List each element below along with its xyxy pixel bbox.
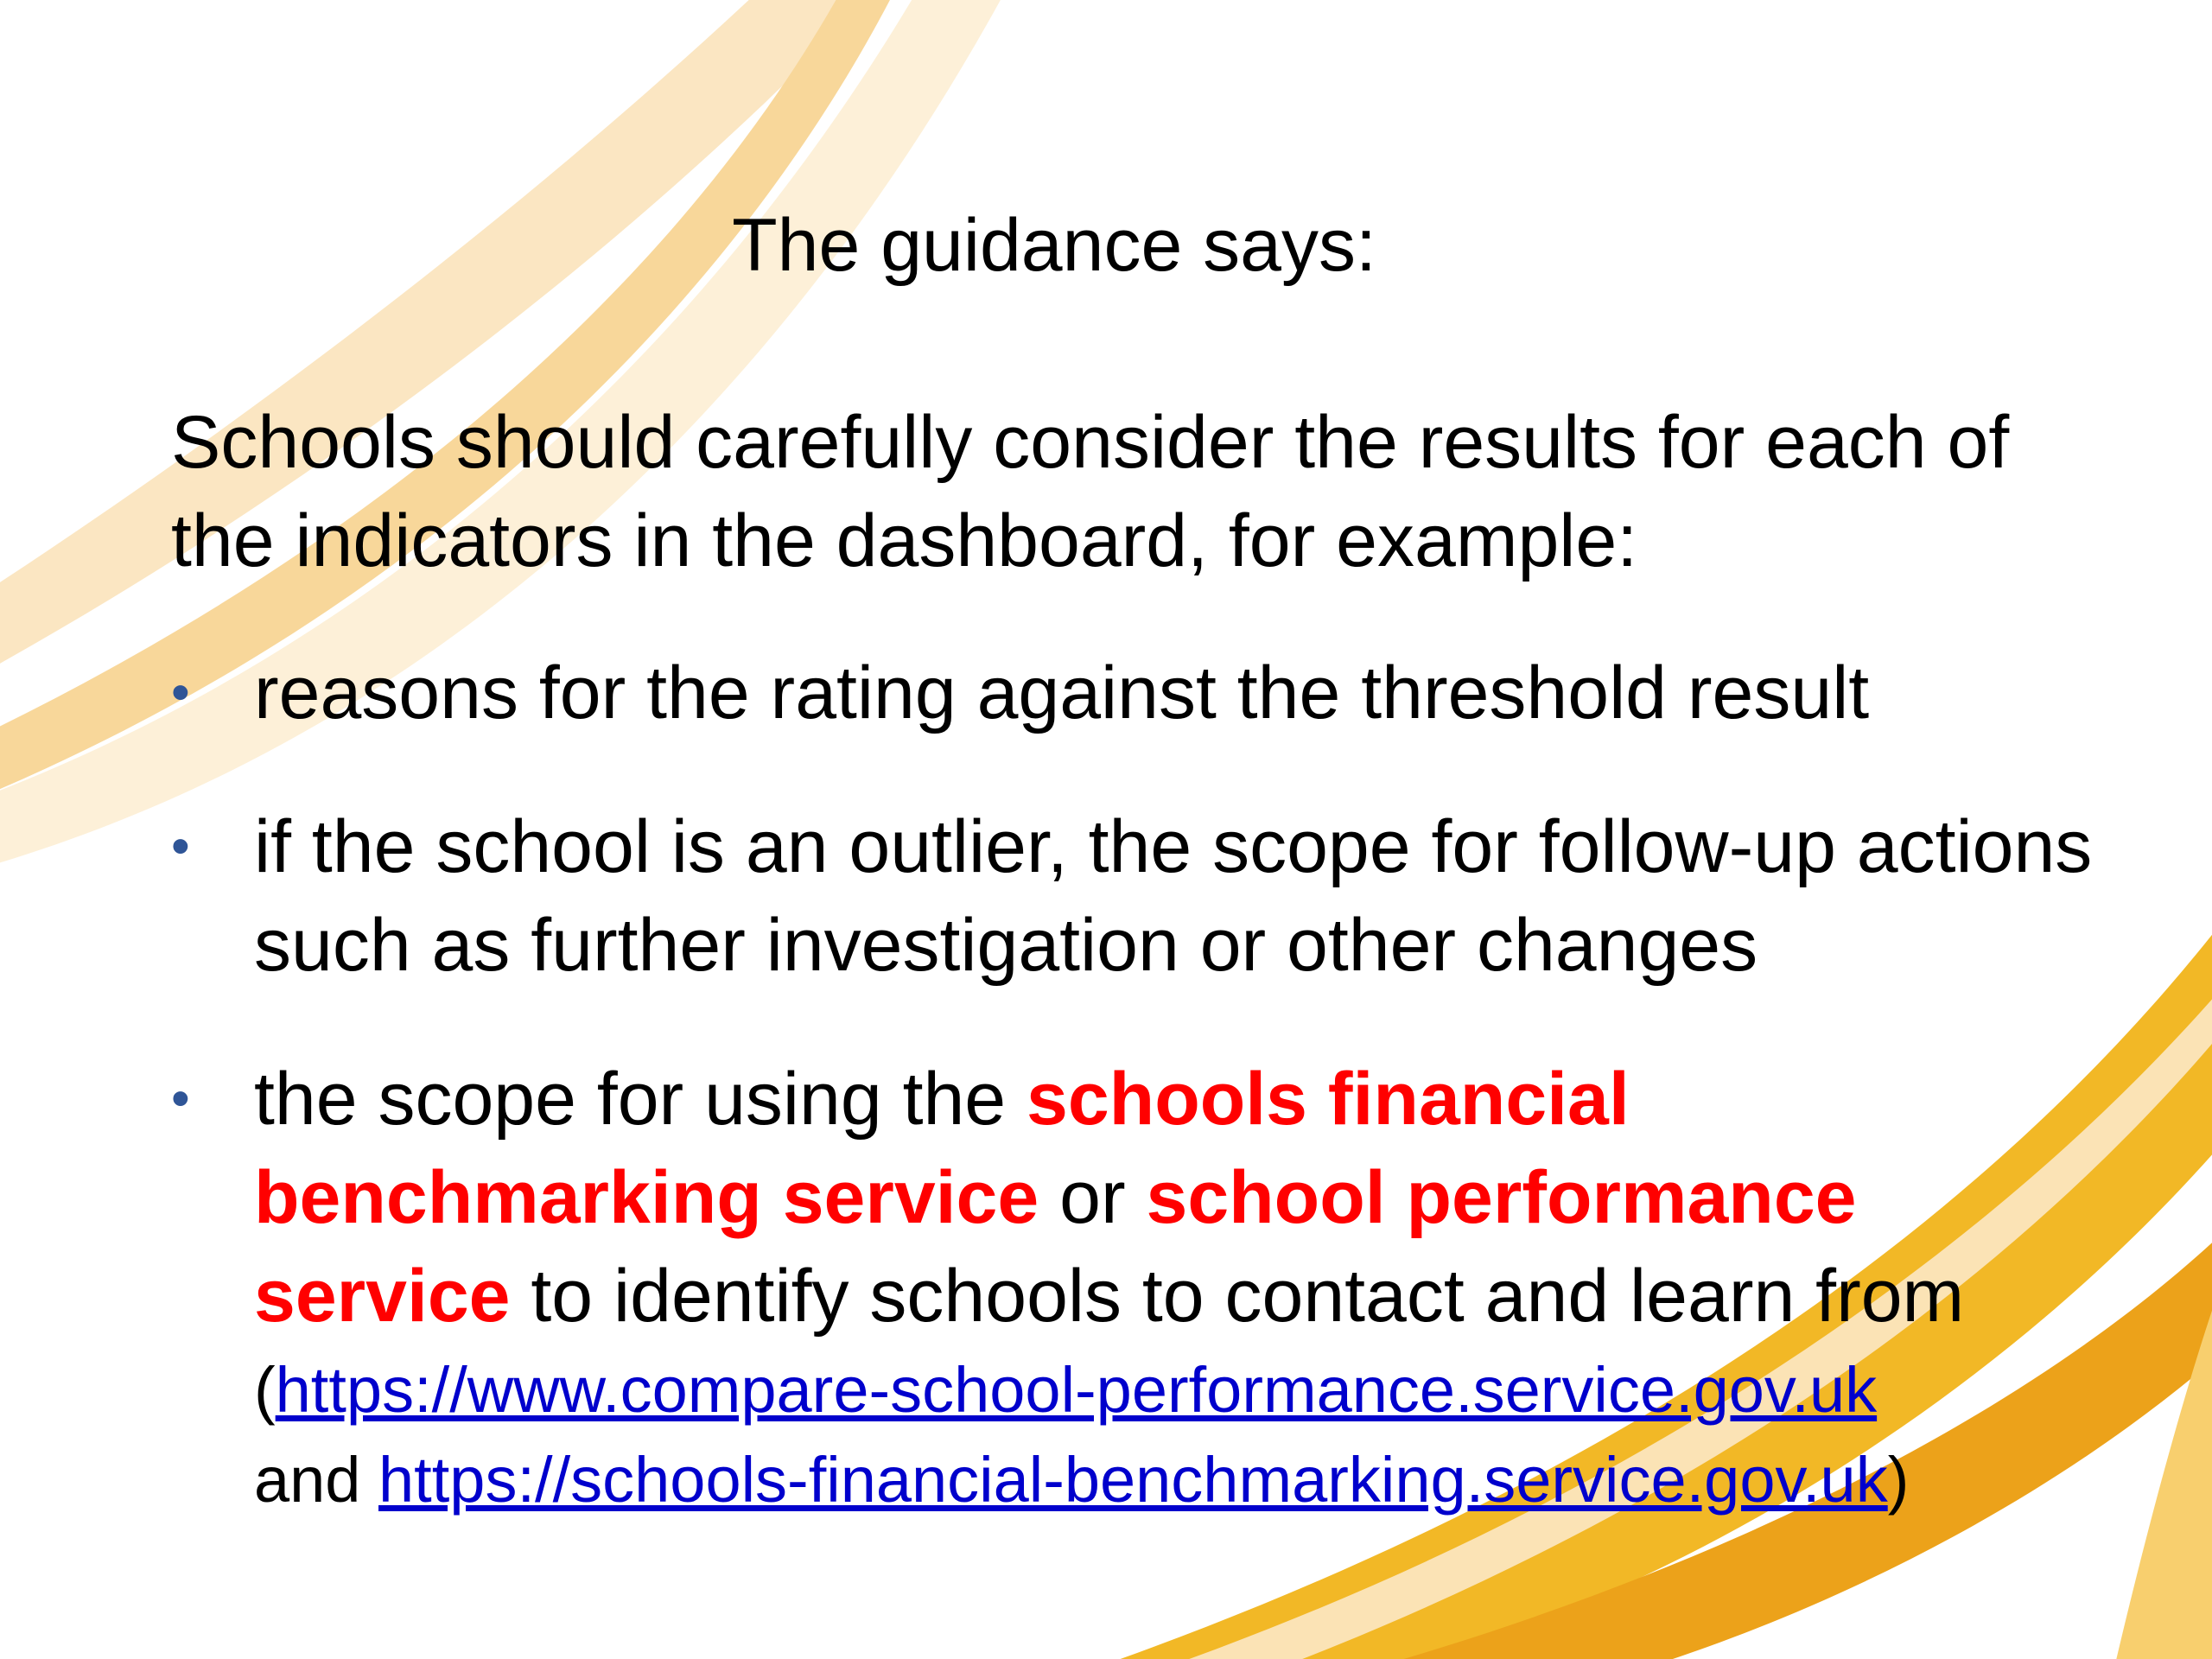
bullet-item-benchmarking [171, 1050, 2107, 1525]
highlight-performance-service: school performance service [254, 1156, 1857, 1338]
bullet-text-suffix: to identify schools to contact and learn from [510, 1255, 1965, 1338]
bullet-dot-icon: • [171, 663, 190, 722]
bullet-text-or: or [1039, 1156, 1147, 1239]
bullet-text-prefix: the scope for using the [254, 1058, 1027, 1141]
bullet-item-rating [171, 644, 2107, 742]
link-schools-financial-benchmarking[interactable]: https://schools-financial-benchmarking.service.gov.uk [378, 1444, 1888, 1516]
bullet-list [171, 644, 2107, 1525]
bullet-text: reasons for the rating against the threshold result [254, 652, 1870, 734]
intro-paragraph: Schools should carefully consider the results for each of the indicators in the dashboard, for example: [171, 401, 2010, 582]
links-line-2 [254, 1435, 2107, 1525]
open-paren: ( [254, 1354, 276, 1426]
bullet-dot-icon: • [171, 817, 190, 876]
links-line-1 [254, 1345, 2107, 1435]
bullet-text: if the school is an outlier, the scope for follow-up actions such as further investigation or other changes [254, 805, 2093, 987]
highlight-benchmarking-service: schools financial benchmarking service [254, 1058, 1630, 1239]
close-paren: ) [1887, 1444, 1910, 1516]
link-compare-school-performance[interactable]: https://www.compare-school-performance.service.gov.uk [275, 1354, 1878, 1426]
and-text: and [254, 1444, 379, 1516]
bullet-item-outlier [171, 798, 2107, 995]
bullet-dot-icon: • [171, 1069, 190, 1128]
slide-title: The guidance says: [732, 204, 1376, 287]
